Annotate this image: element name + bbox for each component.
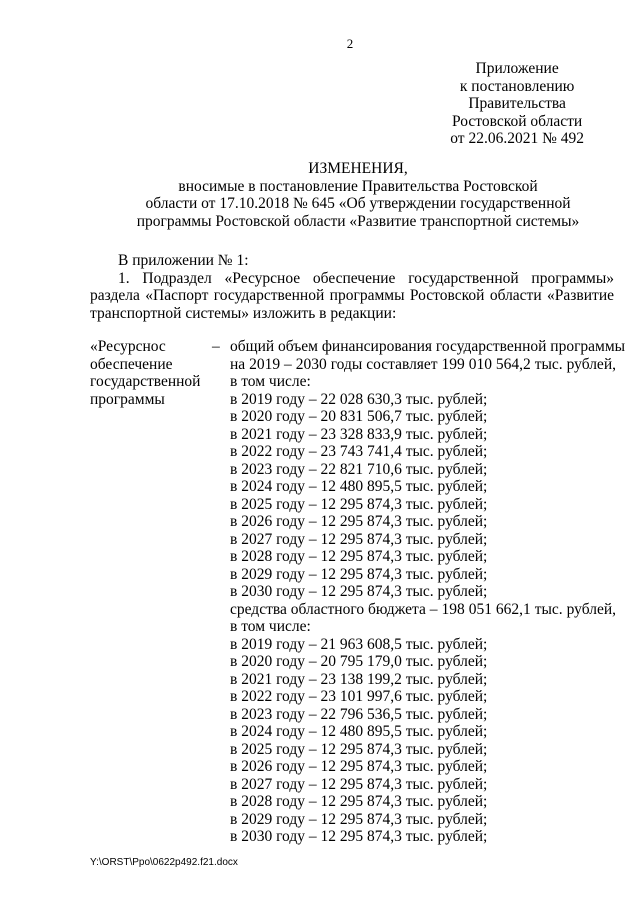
appendix-line: от 22.06.2021 № 492 bbox=[450, 130, 584, 147]
total-year-line: в 2026 году – 12 295 874,3 тыс. рублей; bbox=[230, 513, 488, 530]
label-separator-dash: – bbox=[212, 338, 220, 355]
file-path-footer: Y:\ORST\Ppo\0622p492.f21.docx bbox=[90, 857, 238, 868]
appendix-stamp bbox=[450, 60, 584, 148]
regional-year-line: в 2030 году – 12 295 874,3 тыс. рублей; bbox=[230, 828, 488, 845]
intro-paragraph bbox=[90, 252, 614, 322]
label-line: обеспечение bbox=[90, 355, 173, 373]
intro-line bbox=[90, 270, 614, 288]
total-year-line: в 2021 году – 23 328 833,9 тыс. рублей; bbox=[230, 425, 488, 443]
regional-year-line: в 2021 году – 23 138 199,2 тыс. рублей; bbox=[230, 670, 488, 688]
label-line: программы bbox=[90, 390, 165, 408]
total-year-line: в 2023 году – 22 821 710,6 тыс. рублей; bbox=[230, 460, 488, 478]
total-year-line: в 2030 году – 12 295 874,3 тыс. рублей; bbox=[230, 583, 488, 600]
regional-year-line: в 2020 году – 20 795 179,0 тыс. рублей; bbox=[230, 653, 488, 670]
intro-line: В приложении № 1: bbox=[118, 252, 249, 269]
page-number: 2 bbox=[346, 36, 354, 51]
total-year-line: в 2019 году – 22 028 630,3 тыс. рублей; bbox=[230, 390, 488, 408]
appendix-line: Ростовской области bbox=[452, 112, 583, 130]
regional-year-line: в 2025 году – 12 295 874,3 тыс. рублей; bbox=[230, 740, 488, 758]
appendix-line: Правительства bbox=[468, 95, 566, 112]
appendix-line: Приложение bbox=[475, 60, 559, 77]
regional-line: средства областного бюджета – 198 051 662,1 тыс. рублей, bbox=[230, 600, 616, 618]
total-year-line: в 2025 году – 12 295 874,3 тыс. рублей; bbox=[230, 495, 488, 513]
regional-year-line: в 2023 году – 22 796 536,5 тыс. рублей; bbox=[230, 705, 488, 723]
title-line: вносимые в постановление Правительства Ростовской bbox=[178, 177, 538, 195]
total-year-line: в 2029 году – 12 295 874,3 тыс. рублей; bbox=[230, 565, 488, 583]
intro-line: раздела «Паспорт государственной программы Ростовской области «Развитие bbox=[90, 287, 614, 304]
total-year-line: в 2027 году – 12 295 874,3 тыс. рублей; bbox=[230, 530, 488, 548]
regional-line: в том числе: bbox=[230, 618, 311, 635]
regional-year-line: в 2022 году – 23 101 997,6 тыс. рублей; bbox=[230, 688, 488, 705]
title-line: программы Ростовской области «Развитие транспортной системы» bbox=[136, 212, 580, 230]
total-line: общий объем финансирования государственной программы bbox=[230, 338, 626, 355]
regional-year-line: в 2026 году – 12 295 874,3 тыс. рублей; bbox=[230, 758, 488, 775]
passport-content bbox=[230, 338, 626, 846]
document-title bbox=[60, 160, 640, 230]
title-line: области от 17.10.2018 № 645 «Об утверждении государственной bbox=[145, 195, 571, 212]
title-heading: ИЗМЕНЕНИЯ, bbox=[308, 160, 408, 177]
label-line: государственной bbox=[90, 373, 201, 390]
total-year-line: в 2022 году – 23 743 741,4 тыс. рублей; bbox=[230, 443, 488, 460]
total-year-line: в 2020 году – 20 831 506,7 тыс. рублей; bbox=[230, 408, 488, 425]
regional-year-line: в 2027 году – 12 295 874,3 тыс. рублей; bbox=[230, 775, 488, 793]
intro-line: транспортной системы» изложить в редакции: bbox=[90, 304, 397, 322]
regional-year-line: в 2028 году – 12 295 874,3 тыс. рублей; bbox=[230, 793, 488, 810]
total-line: на 2019 – 2030 годы составляет 199 010 564,2 тыс. рублей, bbox=[230, 355, 616, 373]
total-year-line: в 2024 году – 12 480 895,5 тыс. рублей; bbox=[230, 478, 488, 495]
regional-year-line: в 2019 году – 21 963 608,5 тыс. рублей; bbox=[230, 635, 488, 653]
intro-line-text: 1. Подраздел «Ресурсное обеспечение государственной программы» bbox=[118, 269, 614, 287]
label-line: «Ресурснос bbox=[90, 338, 166, 355]
regional-year-line: в 2029 году – 12 295 874,3 тыс. рублей; bbox=[230, 810, 488, 828]
total-year-line: в 2028 году – 12 295 874,3 тыс. рублей; bbox=[230, 548, 488, 565]
appendix-line: к постановлению bbox=[459, 77, 575, 95]
passport-label bbox=[90, 338, 200, 408]
total-line: в том числе: bbox=[230, 373, 311, 390]
regional-year-line: в 2024 году – 12 480 895,5 тыс. рублей; bbox=[230, 723, 488, 740]
